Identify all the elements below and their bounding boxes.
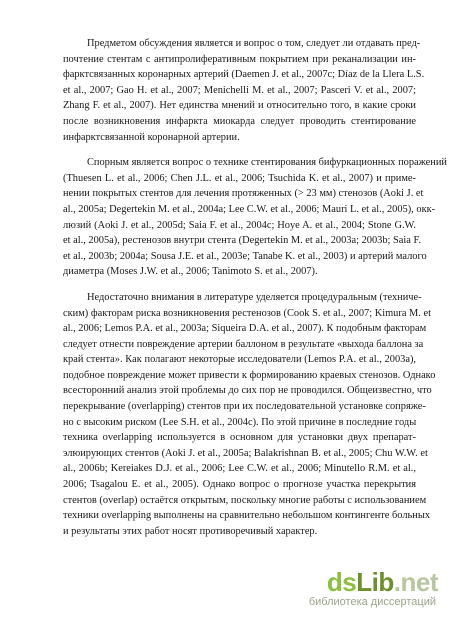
text-line: инфарктсвязанной коронарной артерии. bbox=[63, 131, 240, 143]
text-line: (Thuesen L. et al., 2006; Chen J.L. et al., 2006; Tsuchida K. et al., 2007) и приме- bbox=[63, 172, 416, 184]
text-line: почтение стентам с антипролиферативным покрытием при реканализации ин- bbox=[63, 53, 416, 65]
text-line: et al., 2005а), рестенозов внутри стента (Degertekin M. et al., 2003а; 2003b; Saia F. bbox=[63, 235, 422, 247]
text-line: Недостаточно внимания в литературе уделяется процедуральным (техниче- bbox=[87, 291, 422, 303]
text-line: после возникновения инфаркта миокарда следует проводить стентирование bbox=[63, 115, 416, 127]
text-line: перекрывание (overlapping) стентов при их последовательной установке сопряже- bbox=[63, 401, 426, 413]
text-line: al., 2005а; Degertekin M. et al., 2004а; Lee C.W. et al., 2006; Mauri L. et al., 2005), окк- bbox=[63, 203, 436, 215]
text-line: техника overlapping используется в основном для установки двух препарат- bbox=[63, 432, 416, 444]
text-line: нении покрытых стентов для лечения протяженных (> 23 мм) стенозов (Aoki J. et bbox=[63, 188, 424, 200]
text-line: всесторонний анализ этой проблемы до сих пор не проводился. Общеизвестно, что bbox=[63, 385, 432, 397]
text-line: стентов (overlap) остаётся открытым, поскольку многие работы с использованием bbox=[63, 494, 427, 506]
text-line: Спорным является вопрос о технике стентирования бифуркационных поражений bbox=[87, 157, 447, 169]
dslib-logo: dsLib.net bbox=[326, 567, 438, 597]
text-line: et al., 2007; Gao H. et al., 2007; Menichelli M. et al., 2007; Pasceri V. et al., 2007; bbox=[63, 84, 416, 96]
text-line: al., 2006b; Kereiakes D.J. et al., 2006; Lee C.W. et al., 2006; Minutello R.M. et al., bbox=[63, 463, 416, 475]
text-line: подобное повреждение может привести к формированию краевых стенозов. Однако bbox=[63, 369, 436, 381]
paragraph-3 bbox=[63, 290, 436, 540]
document-page bbox=[63, 36, 447, 539]
text-line: диаметра (Moses J.W. et al., 2006; Tanimoto S. et al., 2007). bbox=[63, 266, 318, 278]
paragraph-2 bbox=[63, 155, 447, 280]
text-line: но с высоким риском (Lee S.H. et al., 2004с). По этой причине в последние годы bbox=[63, 416, 417, 428]
paragraph-1 bbox=[63, 36, 425, 145]
text-line: 2006; Tsagalou E. et al., 2005). Однако вопрос о прогнозе участка перекрытия bbox=[63, 479, 416, 491]
text-line: al., 2006; Lemos P.A. et al., 2003а; Siqueira D.A. et al., 2007). К подобным факторам bbox=[63, 323, 427, 335]
text-line: техники overlapping выполнены на сравнительно небольшом контингенте больных bbox=[63, 510, 431, 522]
text-line: и результаты этих работ носят противоречивый характер. bbox=[63, 525, 318, 537]
text-line: Предметом обсуждения является и вопрос о том, следует ли отдавать пред- bbox=[87, 38, 421, 49]
text-line: следует отнести повреждение артерии баллоном в результате «выхода баллона за bbox=[63, 338, 424, 350]
dslib-watermark bbox=[288, 568, 438, 610]
text-line: люзий (Aoki J. et al., 2005d; Saia F. et al., 2004с; Hoye A. et al., 2004; Stone G.W. bbox=[63, 219, 416, 231]
text-line: et al., 2003b; 2004а; Sousa J.E. et al., 2003е; Tanabe K. et al., 2003) и артерий малого bbox=[63, 250, 427, 262]
text-line: ским) факторам риска возникновения рестенозов (Cook S. et al., 2007; Kimura M. et bbox=[63, 307, 431, 319]
watermark-subtitle: библиотека диссертаций bbox=[308, 596, 436, 608]
text-line: Zhang F. et al., 2007). Нет единства мнений и относительно того, в какие сроки bbox=[63, 100, 416, 112]
text-line: элюирующих стентов (Aoki J. et al., 2005а; Balakrishnan B. et al., 2005; Chu W.W. et bbox=[63, 447, 428, 459]
text-line: край стента». Как полагают некоторые исследователи (Lemos P.A. et al., 2003а), bbox=[63, 354, 416, 366]
text-line: фарктсвязанных коронарных артерий (Daemen J. et al., 2007с; Díaz de la Llera L.S. bbox=[63, 69, 425, 81]
